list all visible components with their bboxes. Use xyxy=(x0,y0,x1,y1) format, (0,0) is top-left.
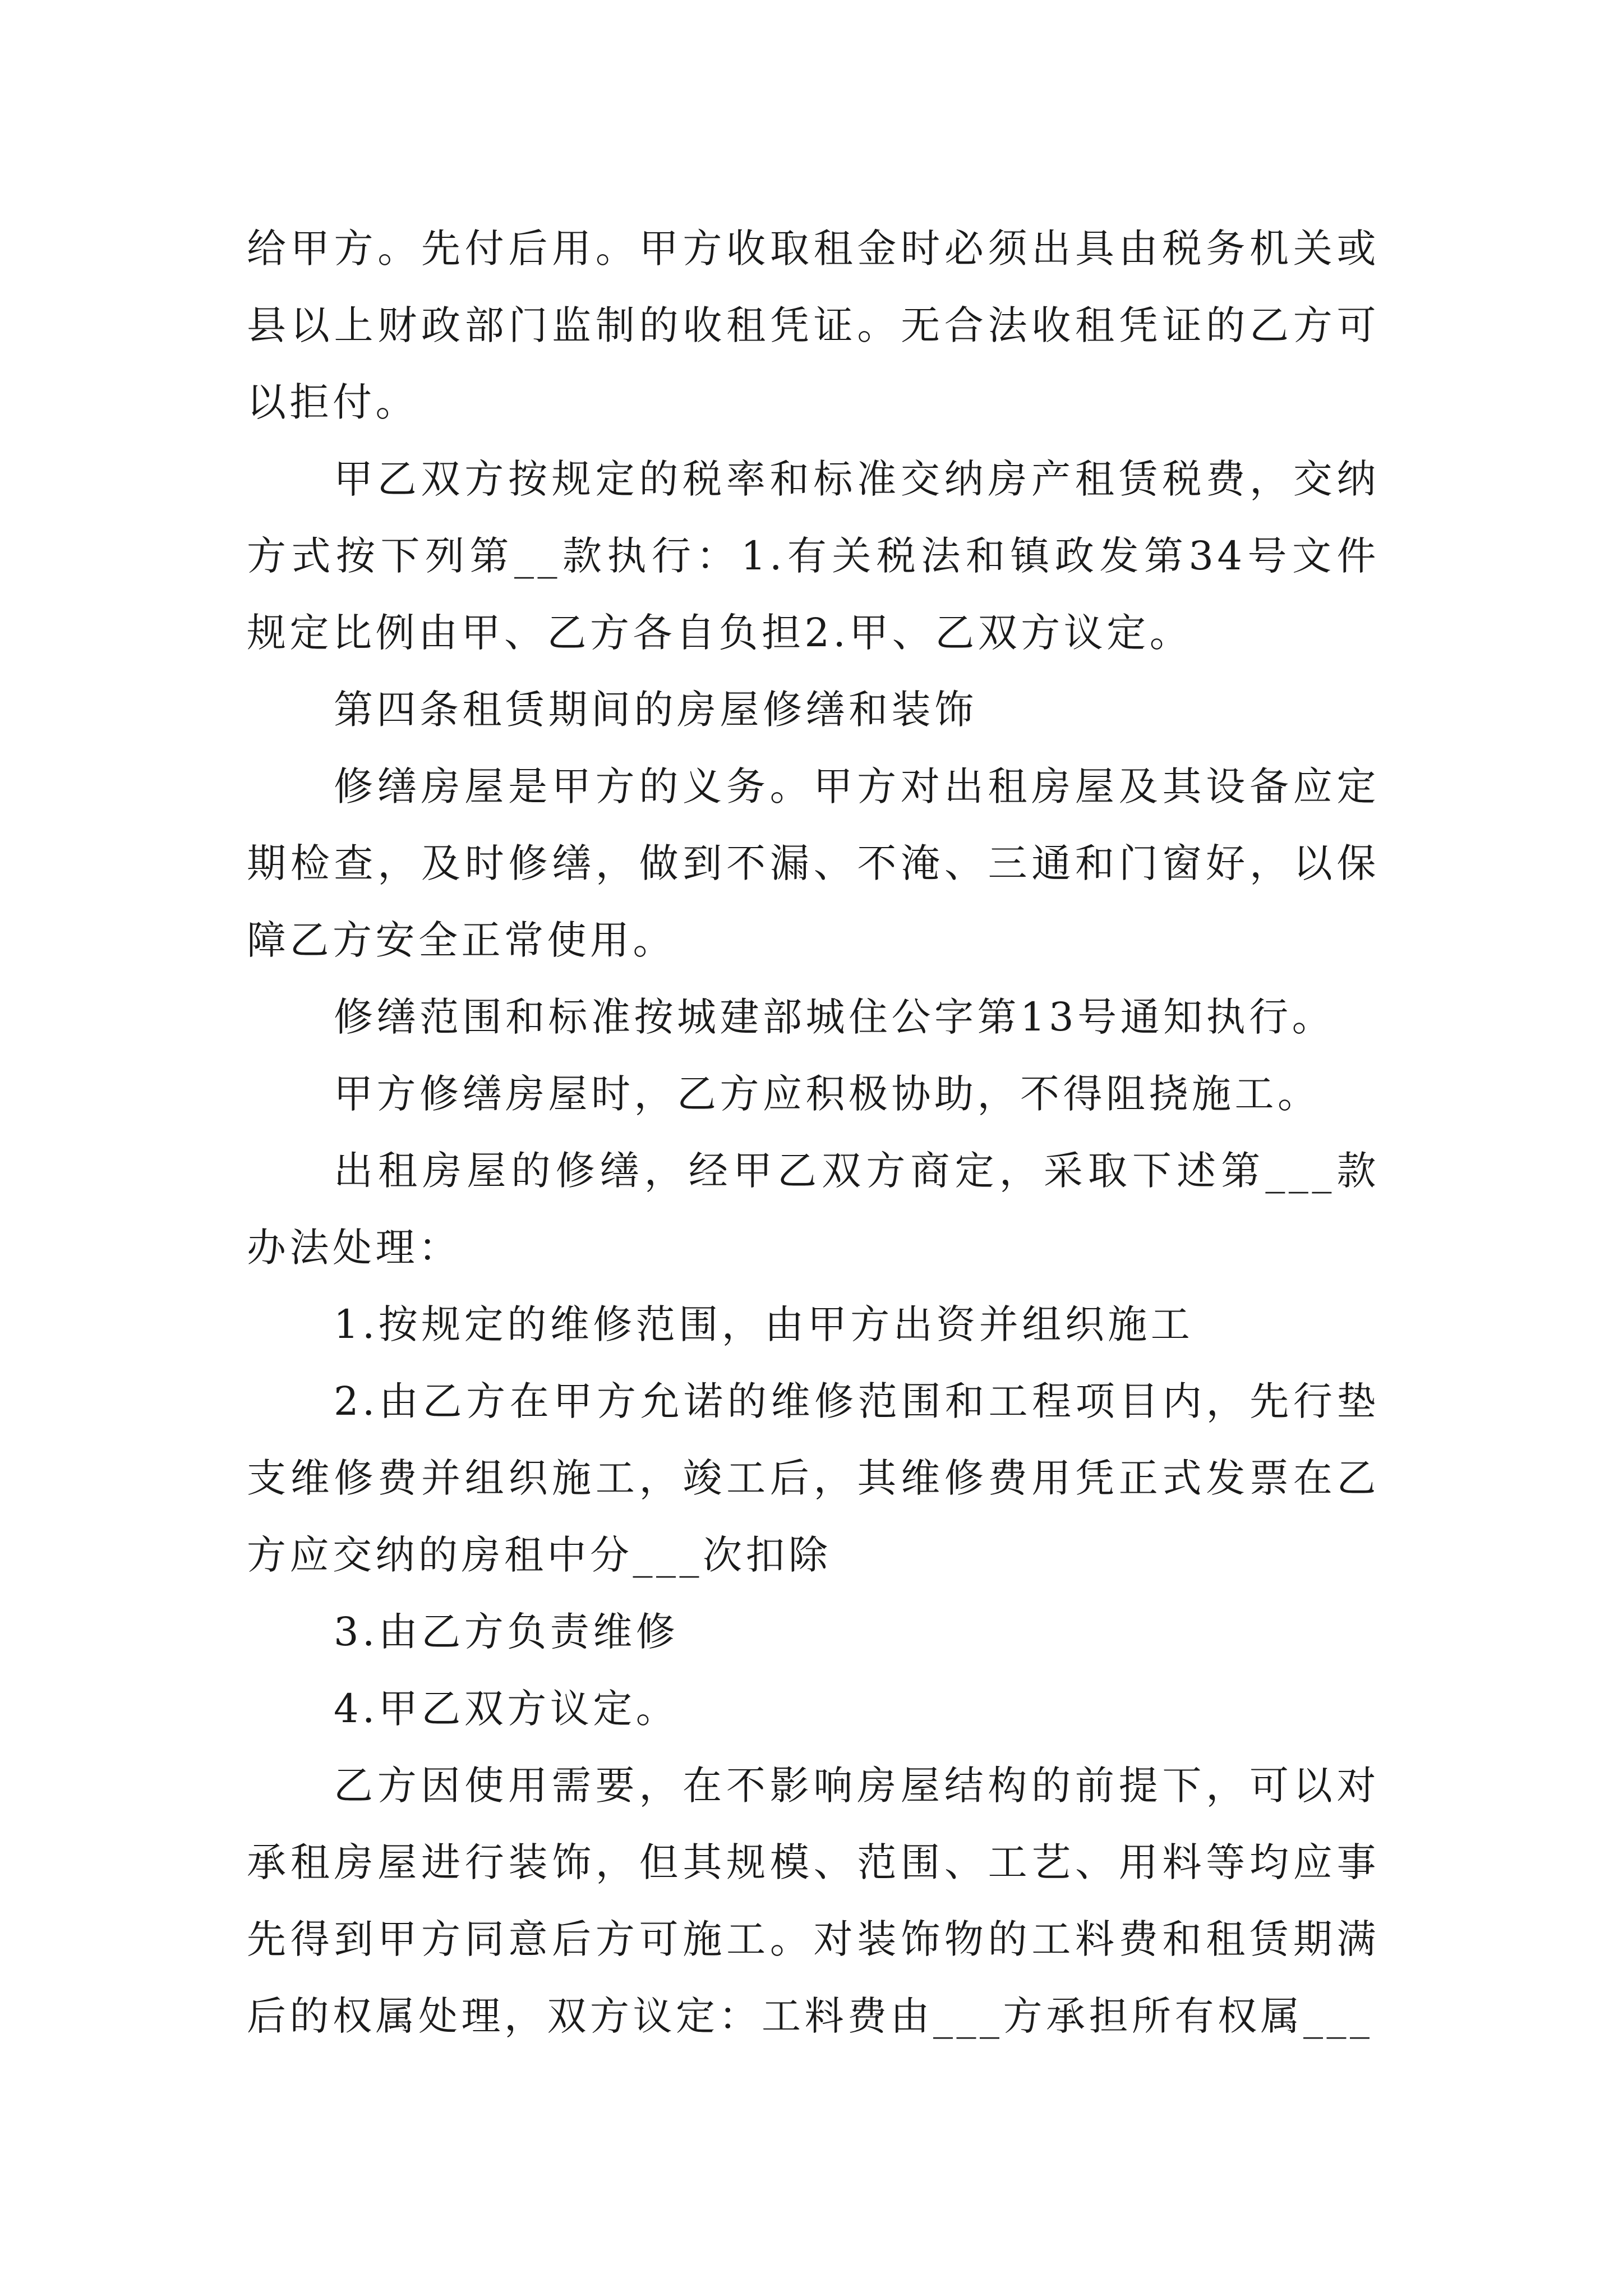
document-page xyxy=(247,210,1380,2055)
paragraph-decoration: 乙方因使用需要，在不影响房屋结构的前提下，可以对承租房屋进行装饰，但其规模、范围、工艺、用料等均应事先得到甲方同意后方可施工。对装饰物的工料费和租赁期满后的权属处理，双方议定：工料费由___方承担所有权属___ xyxy=(247,1763,1380,2039)
paragraph-repair-duty: 修缮房屋是甲方的义务。甲方对出租房屋及其设备应定期检查，及时修缮，做到不漏、不淹、三通和门窗好，以保障乙方安全正常使用。 xyxy=(247,763,1380,963)
section-heading-article-4: 第四条租赁期间的房屋修缮和装饰 xyxy=(334,687,978,733)
paragraph-repair-scope: 修缮范围和标准按城建部城住公字第13号通知执行。 xyxy=(334,994,1335,1040)
list-item-option-2: 2.由乙方在甲方允诺的维修范围和工程项目内，先行垫支维修费并组织施工，竣工后，其维修费用凭正式发票在乙方应交纳的房租中分___次扣除 xyxy=(247,1378,1380,1578)
list-item-option-3: 3.由乙方负责维修 xyxy=(334,1609,679,1655)
paragraph-rent-payment: 给甲方。先付后用。甲方收取租金时必须出具由税务机关或县以上财政部门监制的收租凭证。无合法收租凭证的乙方可以拒付。 xyxy=(247,226,1380,425)
paragraph-repair-method: 出租房屋的修缮，经甲乙双方商定，采取下述第___款办法处理： xyxy=(247,1148,1380,1271)
list-item-option-1: 1.按规定的维修范围，由甲方出资并组织施工 xyxy=(334,1301,1194,1347)
paragraph-tax: 甲乙双方按规定的税率和标准交纳房产租赁税费，交纳方式按下列第__款执行：1.有关税法和镇政发第34号文件规定比例由甲、乙方各自负担2.甲、乙双方议定。 xyxy=(247,456,1380,656)
paragraph-cooperation: 甲方修缮房屋时，乙方应积极协助，不得阻挠施工。 xyxy=(334,1071,1321,1117)
list-item-option-4: 4.甲乙双方议定。 xyxy=(334,1686,679,1732)
